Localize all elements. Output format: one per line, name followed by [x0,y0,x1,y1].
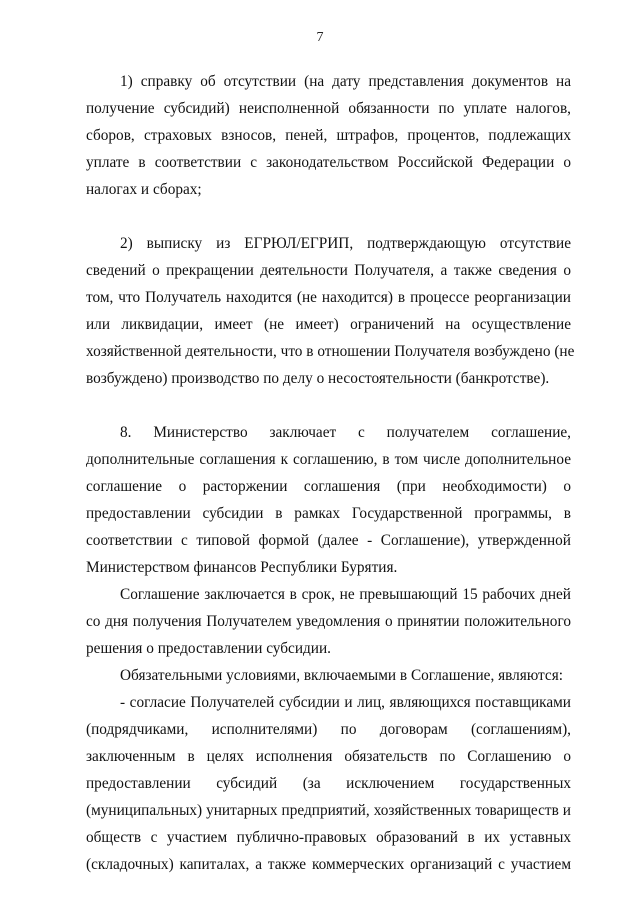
text-line: со дня получения Получателем уведомления о принятии положительного [86,613,571,630]
text-line: уплате в соответствии с законодательством Российской Федерации о [86,154,571,171]
text-line: (подрядчиками, исполнителями) по договорам (соглашениям), [86,721,571,738]
text-line: (складочных) капиталах, а также коммерческих организаций с участием [86,856,571,873]
text-line: том, что Получатель находится (не находится) в процессе реорганизации [86,289,571,306]
text-line: предоставлении субсидии в рамках Государственной программы, в [86,505,571,522]
text-line: обществ с участием публично-правовых образований в их уставных [86,829,571,846]
text-line: - согласие Получателей субсидии и лиц, являющихся поставщиками [120,694,571,711]
text-line: предоставлении субсидий (за исключением государственных [86,775,571,792]
text-line: (муниципальных) унитарных предприятий, хозяйственных товариществ и [86,802,571,819]
text-line: заключенным в целях исполнения обязательств по Соглашению о [86,748,571,765]
text-line: Обязательными условиями, включаемыми в Соглашение, являются: [120,667,563,684]
text-line: налогах и сборах; [86,181,202,198]
text-line: получение субсидий) неисполненной обязанности по уплате налогов, [86,100,571,117]
text-line: Соглашение заключается в срок, не превышающий 15 рабочих дней [120,586,571,603]
text-line: соглашение о расторжении соглашения (при необходимости) о [86,478,571,495]
text-line: 1) справку об отсутствии (на дату представления документов на [120,73,571,90]
text-line: сведений о прекращении деятельности Получателя, а также сведения о [86,262,571,279]
text-line: решения о предоставлении субсидии. [86,640,331,657]
text-line: 2) выписку из ЕГРЮЛ/ЕГРИП, подтверждающую отсутствие [120,235,571,252]
text-line: или ликвидации, имеет (не имеет) ограничений на осуществление [86,316,571,333]
text-line: 8. Министерство заключает с получателем соглашение, [120,424,571,441]
text-line: хозяйственной деятельности, что в отношении Получателя возбуждено (не [86,343,575,360]
text-line: дополнительные соглашения к соглашению, в том числе дополнительное [86,451,571,468]
text-line: соответствии с типовой формой (далее - Соглашение), утвержденной [86,532,571,549]
text-line: Министерством финансов Республики Бурятия. [86,559,398,576]
text-line: возбуждено) производство по делу о несостоятельности (банкротстве). [86,370,550,387]
text-line: сборов, страховых взносов, пеней, штрафов, процентов, подлежащих [86,127,571,144]
page-number: 7 [316,30,324,45]
